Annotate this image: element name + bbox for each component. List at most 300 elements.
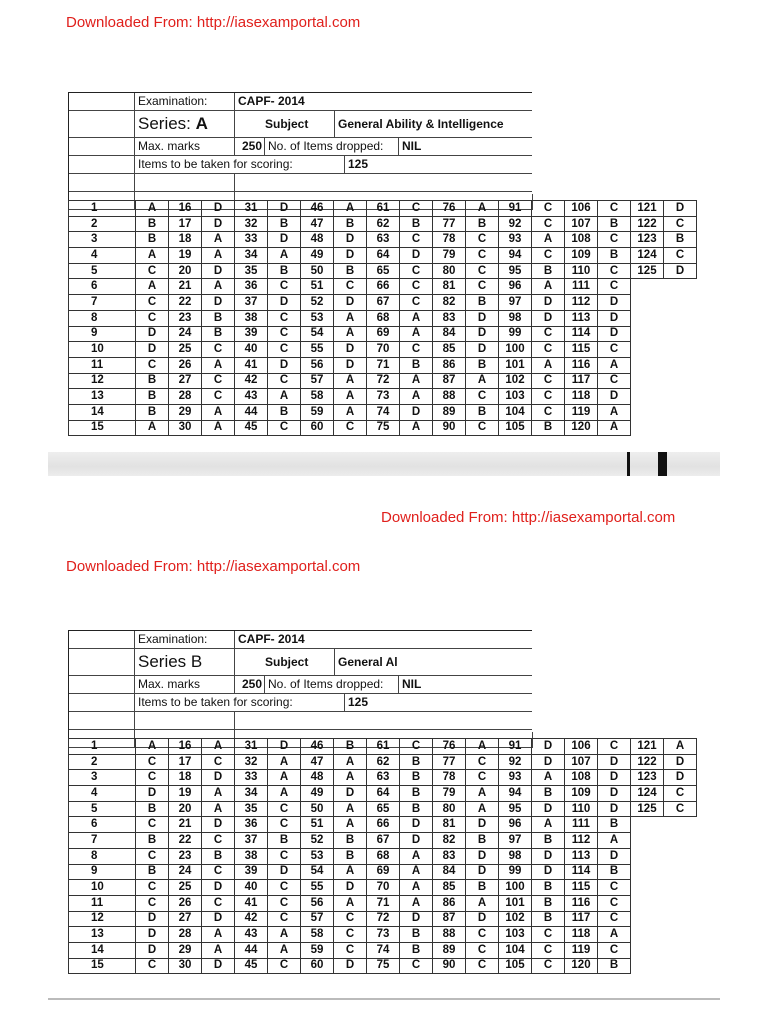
- table-row: [69, 880, 697, 896]
- examination-label: Examination:: [135, 93, 235, 110]
- question-number: 69: [367, 864, 400, 880]
- answer-cell: B: [136, 864, 169, 880]
- question-number: 3: [69, 770, 136, 786]
- question-number: 11: [69, 895, 136, 911]
- answer-cell: B: [268, 404, 301, 420]
- question-number: 14: [69, 942, 136, 958]
- question-number: 107: [565, 216, 598, 232]
- answer-cell: A: [268, 754, 301, 770]
- question-number: 87: [433, 911, 466, 927]
- question-number: 77: [433, 216, 466, 232]
- answer-cell: C: [268, 817, 301, 833]
- answer-cell: B: [598, 864, 631, 880]
- answer-cell: B: [202, 310, 235, 326]
- question-number: 78: [433, 770, 466, 786]
- table-row: [69, 404, 697, 420]
- question-number: 88: [433, 389, 466, 405]
- question-number: 98: [499, 310, 532, 326]
- answer-cell: D: [334, 786, 367, 802]
- answer-cell: A: [202, 942, 235, 958]
- answer-cell: C: [136, 754, 169, 770]
- subject-value: General Ability & Intelligence: [335, 111, 533, 137]
- question-number: 54: [301, 326, 334, 342]
- answer-cell: B: [400, 754, 433, 770]
- answer-cell: A: [136, 201, 169, 217]
- question-number: 81: [433, 817, 466, 833]
- answer-cell: D: [466, 911, 499, 927]
- answer-cell: B: [466, 216, 499, 232]
- answer-cell: C: [598, 342, 631, 358]
- question-number: 49: [301, 786, 334, 802]
- question-number: 118: [565, 927, 598, 943]
- question-number: 117: [565, 911, 598, 927]
- items-dropped-value: NIL: [399, 676, 533, 693]
- answer-cell: C: [532, 201, 565, 217]
- answer-cell: C: [334, 911, 367, 927]
- question-number: 115: [565, 342, 598, 358]
- answer-cell: A: [598, 420, 631, 436]
- question-number: 24: [169, 864, 202, 880]
- question-number: 53: [301, 310, 334, 326]
- question-number: 38: [235, 310, 268, 326]
- question-number: 113: [565, 848, 598, 864]
- answer-cell: C: [466, 770, 499, 786]
- answer-cell: C: [268, 848, 301, 864]
- question-number: 1: [69, 739, 136, 755]
- answer-cell: A: [136, 248, 169, 264]
- question-number: 34: [235, 786, 268, 802]
- answer-cell: C: [532, 248, 565, 264]
- question-number: 111: [565, 279, 598, 295]
- answer-cell: D: [400, 833, 433, 849]
- answer-cell: C: [202, 373, 235, 389]
- series-label: Series: A: [135, 111, 235, 137]
- answer-cell: B: [400, 927, 433, 943]
- question-number: 3: [69, 232, 136, 248]
- answer-cell: C: [598, 739, 631, 755]
- table-row: [69, 216, 697, 232]
- answer-cell: C: [466, 927, 499, 943]
- answer-cell: A: [400, 326, 433, 342]
- answer-cell: A: [202, 357, 235, 373]
- answer-cell: C: [466, 754, 499, 770]
- question-number: 27: [169, 373, 202, 389]
- answer-cell: A: [136, 739, 169, 755]
- answer-cell: D: [334, 357, 367, 373]
- answer-cell: C: [400, 342, 433, 358]
- answer-cell: A: [400, 864, 433, 880]
- answer-cell: B: [598, 958, 631, 974]
- subject-label: Subject: [235, 111, 335, 137]
- question-number: 17: [169, 754, 202, 770]
- question-number: 93: [499, 770, 532, 786]
- question-number: 30: [169, 958, 202, 974]
- table-row: [69, 754, 697, 770]
- question-number: 35: [235, 263, 268, 279]
- question-number: 21: [169, 279, 202, 295]
- question-number: 20: [169, 801, 202, 817]
- question-number: 81: [433, 279, 466, 295]
- question-number: 113: [565, 310, 598, 326]
- question-number: 103: [499, 927, 532, 943]
- question-number: 94: [499, 786, 532, 802]
- question-number: 50: [301, 801, 334, 817]
- answer-cell: A: [598, 404, 631, 420]
- answer-cell: B: [466, 357, 499, 373]
- question-number: 125: [631, 801, 664, 817]
- answer-cell: D: [268, 232, 301, 248]
- question-number: 33: [235, 770, 268, 786]
- sheet-header: [68, 92, 533, 210]
- question-number: 10: [69, 342, 136, 358]
- answer-cell: A: [202, 404, 235, 420]
- question-number: 91: [499, 201, 532, 217]
- question-number: 45: [235, 420, 268, 436]
- question-number: 117: [565, 373, 598, 389]
- answer-cell: C: [532, 216, 565, 232]
- answer-cell: B: [532, 833, 565, 849]
- items-dropped-value: NIL: [399, 138, 533, 155]
- answer-cell: C: [268, 958, 301, 974]
- answer-cell: A: [400, 880, 433, 896]
- answer-cell: C: [466, 942, 499, 958]
- answer-cell: C: [268, 326, 301, 342]
- answer-cell: A: [532, 357, 565, 373]
- answer-cell: A: [334, 404, 367, 420]
- question-number: 48: [301, 770, 334, 786]
- question-number: 114: [565, 326, 598, 342]
- question-number: 92: [499, 216, 532, 232]
- question-number: 58: [301, 389, 334, 405]
- question-number: 76: [433, 739, 466, 755]
- answer-key-sheet-series-b: [68, 630, 724, 980]
- max-marks-label: Max. marks: [135, 138, 235, 155]
- answer-cell: A: [598, 833, 631, 849]
- answer-cell: C: [136, 357, 169, 373]
- question-number: 68: [367, 310, 400, 326]
- answer-cell: B: [334, 216, 367, 232]
- answer-cell: C: [598, 201, 631, 217]
- answer-cell: C: [466, 389, 499, 405]
- question-number: 101: [499, 357, 532, 373]
- answer-cell: D: [532, 295, 565, 311]
- answer-table: [68, 200, 697, 436]
- table-row: [69, 263, 697, 279]
- table-row: [69, 895, 697, 911]
- question-number: 27: [169, 911, 202, 927]
- answer-cell: A: [466, 373, 499, 389]
- answer-cell: C: [202, 754, 235, 770]
- question-number: 28: [169, 389, 202, 405]
- answer-cell: D: [334, 295, 367, 311]
- question-number: 64: [367, 786, 400, 802]
- examination-value: CAPF- 2014: [235, 93, 533, 110]
- table-row: [69, 201, 697, 217]
- table-row: [69, 357, 697, 373]
- answer-cell: A: [334, 373, 367, 389]
- answer-cell: C: [466, 248, 499, 264]
- answer-cell: D: [400, 404, 433, 420]
- question-number: 57: [301, 373, 334, 389]
- question-number: 92: [499, 754, 532, 770]
- question-number: 87: [433, 373, 466, 389]
- question-number: 89: [433, 942, 466, 958]
- answer-cell: D: [466, 342, 499, 358]
- answer-cell: C: [268, 420, 301, 436]
- answer-cell: C: [136, 848, 169, 864]
- question-number: 59: [301, 942, 334, 958]
- question-number: 122: [631, 216, 664, 232]
- question-number: 5: [69, 801, 136, 817]
- question-number: 61: [367, 201, 400, 217]
- answer-cell: B: [466, 295, 499, 311]
- answer-cell: C: [136, 817, 169, 833]
- question-number: 50: [301, 263, 334, 279]
- table-row: [69, 770, 697, 786]
- answer-cell: A: [334, 895, 367, 911]
- answer-cell: D: [598, 801, 631, 817]
- question-number: 105: [499, 958, 532, 974]
- answer-cell: C: [598, 279, 631, 295]
- answer-cell: B: [334, 833, 367, 849]
- question-number: 15: [69, 958, 136, 974]
- answer-cell: A: [664, 739, 697, 755]
- table-row: [69, 911, 697, 927]
- subject-label: Subject: [235, 649, 335, 675]
- question-number: 55: [301, 342, 334, 358]
- answer-cell: A: [532, 232, 565, 248]
- question-number: 74: [367, 942, 400, 958]
- answer-cell: D: [202, 958, 235, 974]
- answer-cell: D: [268, 739, 301, 755]
- question-number: 53: [301, 848, 334, 864]
- answer-cell: A: [334, 201, 367, 217]
- answer-cell: D: [400, 248, 433, 264]
- answer-cell: A: [268, 389, 301, 405]
- question-number: 68: [367, 848, 400, 864]
- question-number: 79: [433, 248, 466, 264]
- question-number: 34: [235, 248, 268, 264]
- question-number: 33: [235, 232, 268, 248]
- answer-cell: D: [202, 216, 235, 232]
- question-number: 118: [565, 389, 598, 405]
- question-number: 44: [235, 942, 268, 958]
- answer-cell: D: [664, 754, 697, 770]
- question-number: 86: [433, 357, 466, 373]
- question-number: 14: [69, 404, 136, 420]
- answer-cell: C: [136, 310, 169, 326]
- question-number: 22: [169, 295, 202, 311]
- answer-cell: A: [334, 310, 367, 326]
- question-number: 85: [433, 342, 466, 358]
- answer-key-sheet-series-a: [68, 92, 724, 442]
- question-number: 82: [433, 295, 466, 311]
- answer-cell: B: [136, 404, 169, 420]
- question-number: 9: [69, 326, 136, 342]
- question-number: 82: [433, 833, 466, 849]
- question-number: 41: [235, 357, 268, 373]
- answer-cell: C: [466, 263, 499, 279]
- answer-cell: C: [532, 942, 565, 958]
- answer-cell: A: [598, 357, 631, 373]
- max-marks-value: 250: [235, 138, 265, 155]
- answer-cell: D: [466, 310, 499, 326]
- question-number: 70: [367, 342, 400, 358]
- question-number: 32: [235, 754, 268, 770]
- items-dropped-label: No. of Items dropped:: [265, 138, 399, 155]
- items-scoring-label: Items to be taken for scoring:: [135, 694, 345, 711]
- answer-cell: C: [400, 279, 433, 295]
- answer-cell: B: [136, 389, 169, 405]
- question-number: 41: [235, 895, 268, 911]
- table-row: [69, 389, 697, 405]
- question-number: 31: [235, 201, 268, 217]
- answer-cell: D: [202, 770, 235, 786]
- answer-cell: C: [268, 911, 301, 927]
- question-number: 42: [235, 911, 268, 927]
- answer-cell: A: [532, 817, 565, 833]
- question-number: 99: [499, 864, 532, 880]
- max-marks-label: Max. marks: [135, 676, 235, 693]
- question-number: 108: [565, 770, 598, 786]
- answer-cell: B: [400, 357, 433, 373]
- answer-cell: A: [400, 848, 433, 864]
- question-number: 31: [235, 739, 268, 755]
- answer-cell: A: [400, 389, 433, 405]
- question-number: 29: [169, 942, 202, 958]
- answer-cell: A: [334, 389, 367, 405]
- question-number: 100: [499, 880, 532, 896]
- question-number: 66: [367, 817, 400, 833]
- question-number: 29: [169, 404, 202, 420]
- scan-edge-mark: [658, 452, 667, 476]
- answer-cell: D: [268, 357, 301, 373]
- answer-cell: B: [664, 232, 697, 248]
- question-number: 57: [301, 911, 334, 927]
- answer-cell: D: [202, 263, 235, 279]
- answer-cell: D: [202, 880, 235, 896]
- answer-cell: C: [136, 895, 169, 911]
- question-number: 62: [367, 216, 400, 232]
- answer-cell: C: [664, 786, 697, 802]
- answer-cell: C: [268, 895, 301, 911]
- subject-value: General Al: [335, 649, 533, 675]
- answer-cell: D: [268, 295, 301, 311]
- answer-cell: D: [598, 389, 631, 405]
- question-number: 75: [367, 958, 400, 974]
- question-number: 121: [631, 201, 664, 217]
- question-number: 77: [433, 754, 466, 770]
- answer-cell: C: [532, 927, 565, 943]
- answer-cell: C: [334, 942, 367, 958]
- answer-cell: C: [466, 958, 499, 974]
- series-value: A: [195, 114, 208, 133]
- answer-cell: C: [532, 342, 565, 358]
- question-number: 25: [169, 880, 202, 896]
- answer-cell: C: [598, 880, 631, 896]
- answer-cell: B: [598, 248, 631, 264]
- answer-cell: B: [400, 801, 433, 817]
- question-number: 74: [367, 404, 400, 420]
- question-number: 4: [69, 786, 136, 802]
- question-number: 11: [69, 357, 136, 373]
- question-number: 93: [499, 232, 532, 248]
- answer-cell: A: [268, 770, 301, 786]
- question-number: 106: [565, 201, 598, 217]
- question-number: 90: [433, 420, 466, 436]
- answer-cell: C: [136, 958, 169, 974]
- question-number: 103: [499, 389, 532, 405]
- answer-cell: C: [532, 404, 565, 420]
- series-label: Series B: [135, 649, 235, 675]
- answer-cell: A: [268, 942, 301, 958]
- answer-cell: B: [598, 817, 631, 833]
- sheet-header: [68, 630, 533, 748]
- table-row: [69, 942, 697, 958]
- question-number: 72: [367, 911, 400, 927]
- answer-cell: C: [466, 232, 499, 248]
- answer-cell: D: [664, 770, 697, 786]
- question-number: 65: [367, 263, 400, 279]
- answer-cell: A: [136, 420, 169, 436]
- answer-cell: C: [598, 911, 631, 927]
- question-number: 61: [367, 739, 400, 755]
- question-number: 97: [499, 833, 532, 849]
- question-number: 18: [169, 232, 202, 248]
- answer-cell: A: [400, 895, 433, 911]
- question-number: 112: [565, 295, 598, 311]
- answer-cell: A: [268, 927, 301, 943]
- answer-cell: C: [136, 295, 169, 311]
- answer-cell: D: [268, 201, 301, 217]
- question-number: 28: [169, 927, 202, 943]
- question-number: 102: [499, 373, 532, 389]
- question-number: 94: [499, 248, 532, 264]
- answer-cell: A: [202, 279, 235, 295]
- question-number: 26: [169, 895, 202, 911]
- table-row: [69, 833, 697, 849]
- answer-cell: C: [136, 263, 169, 279]
- table-row: [69, 248, 697, 264]
- answer-cell: C: [532, 326, 565, 342]
- question-number: 19: [169, 248, 202, 264]
- question-number: 58: [301, 927, 334, 943]
- answer-cell: D: [598, 786, 631, 802]
- question-number: 9: [69, 864, 136, 880]
- question-number: 122: [631, 754, 664, 770]
- question-number: 13: [69, 389, 136, 405]
- answer-cell: D: [598, 770, 631, 786]
- items-scoring-value: 125: [345, 694, 533, 711]
- answer-cell: C: [136, 880, 169, 896]
- answer-cell: A: [400, 310, 433, 326]
- items-scoring-value: 125: [345, 156, 533, 173]
- answer-cell: D: [466, 864, 499, 880]
- answer-cell: B: [202, 848, 235, 864]
- answer-cell: B: [268, 216, 301, 232]
- answer-cell: B: [466, 833, 499, 849]
- answer-cell: A: [466, 201, 499, 217]
- answer-cell: C: [598, 942, 631, 958]
- question-number: 110: [565, 263, 598, 279]
- answer-cell: A: [598, 927, 631, 943]
- question-number: 67: [367, 295, 400, 311]
- question-number: 83: [433, 848, 466, 864]
- items-dropped-label: No. of Items dropped:: [265, 676, 399, 693]
- answer-cell: B: [532, 786, 565, 802]
- answer-cell: A: [202, 927, 235, 943]
- answer-cell: C: [598, 895, 631, 911]
